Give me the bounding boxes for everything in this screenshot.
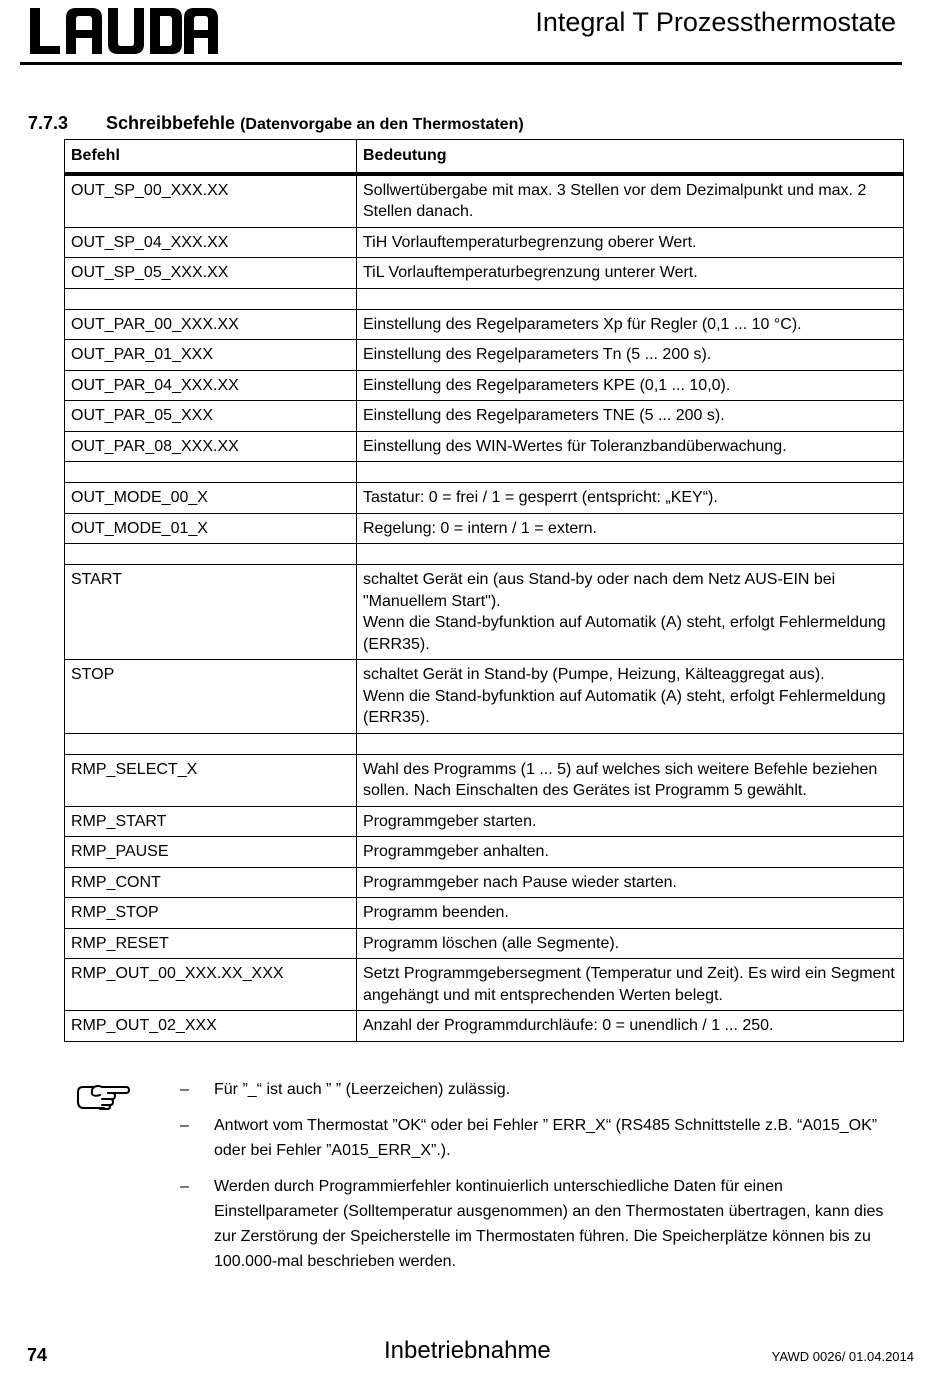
column-header-command: Befehl xyxy=(65,140,357,174)
command-cell xyxy=(65,288,357,309)
section-heading xyxy=(28,111,524,137)
meaning-cell xyxy=(357,733,904,754)
command-cell: RMP_SELECT_X xyxy=(65,754,357,806)
header-rule xyxy=(20,62,902,65)
command-cell: OUT_SP_04_XXX.XX xyxy=(65,227,357,258)
meaning-cell xyxy=(357,544,904,565)
meaning-cell: Programm beenden. xyxy=(357,898,904,929)
table-row xyxy=(65,837,904,868)
table-row xyxy=(65,898,904,929)
command-cell: OUT_PAR_04_XXX.XX xyxy=(65,370,357,401)
command-cell xyxy=(65,733,357,754)
meaning-cell: Einstellung des Regelparameters Tn (5 ... 200 s). xyxy=(357,340,904,371)
table-row xyxy=(65,733,904,754)
note-dash: – xyxy=(180,1117,189,1134)
meaning-cell: Setzt Programmgebersegment (Temperatur und Zeit). Es wird ein Segment angehängt und mit entsprechenden Werten belegt. xyxy=(357,959,904,1011)
meaning-cell: Tastatur: 0 = frei / 1 = gesperrt (entspricht: „KEY“). xyxy=(357,483,904,514)
meaning-cell: Programmgeber starten. xyxy=(357,806,904,837)
meaning-cell: Einstellung des Regelparameters Xp für Regler (0,1 ... 10 °C). xyxy=(357,309,904,340)
section-subtitle: (Datenvorgabe an den Thermostaten) xyxy=(240,116,524,133)
command-cell xyxy=(65,544,357,565)
pointing-hand-icon xyxy=(74,1082,132,1112)
command-cell: OUT_MODE_00_X xyxy=(65,483,357,514)
meaning-cell: Wahl des Programms (1 ... 5) auf welches sich weitere Befehle beziehen sollen. Nach Einschalten des Gerätes ist Programm 5 gewählt. xyxy=(357,754,904,806)
table-row xyxy=(65,174,904,228)
meaning-cell: TiH Vorlauftemperaturbegrenzung oberer Wert. xyxy=(357,227,904,258)
command-cell: OUT_PAR_01_XXX xyxy=(65,340,357,371)
command-cell: RMP_STOP xyxy=(65,898,357,929)
table-row xyxy=(65,754,904,806)
table-row xyxy=(65,401,904,432)
note-text: Werden durch Programmierfehler kontinuierlich unterschiedliche Daten für einen Einstellparameter (Solltemperatur ausgenommen) an den Thermostaten übertragen, kann dies zur Zerstörung der Speicherstelle im Thermostaten führen. Die Speicherplätze können bis zu 100.000-mal beschrieben werden. xyxy=(214,1178,884,1270)
command-cell: STOP xyxy=(65,660,357,734)
table-row xyxy=(65,340,904,371)
table-row xyxy=(65,483,904,514)
table-row xyxy=(65,309,904,340)
meaning-cell: schaltet Gerät in Stand-by (Pumpe, Heizung, Kälteaggregat aus). Wenn die Stand-byfunktion auf Automatik (A) steht, erfolgt Fehlermeldung (ERR35). xyxy=(357,660,904,734)
command-table xyxy=(64,139,904,1042)
table-row xyxy=(65,1011,904,1042)
meaning-cell xyxy=(357,288,904,309)
command-cell: RMP_PAUSE xyxy=(65,837,357,868)
meaning-cell: Sollwertübergabe mit max. 3 Stellen vor dem Dezimalpunkt und max. 2 Stellen danach. xyxy=(357,174,904,228)
section-number: 7.7.3 xyxy=(28,113,69,133)
command-cell xyxy=(65,462,357,483)
document-title: Integral T Prozessthermostate xyxy=(535,7,896,37)
note-text: Antwort vom Thermostat ”OK“ oder bei Fehler ” ERR_X“ (RS485 Schnittstelle z.B. “A015_OK” oder bei Fehler ”A015_ERR_X”.). xyxy=(214,1117,878,1159)
meaning-cell: schaltet Gerät ein (aus Stand-by oder nach dem Netz AUS-EIN bei "Manuellem Start"). Wenn die Stand-byfunktion auf Automatik (A) steht, erfolgt Fehlermeldung (ERR35). xyxy=(357,565,904,660)
note-text: Für ”_“ ist auch ” ” (Leerzeichen) zulässig. xyxy=(214,1081,511,1098)
command-cell: RMP_START xyxy=(65,806,357,837)
command-cell: OUT_PAR_05_XXX xyxy=(65,401,357,432)
meaning-cell: Einstellung des Regelparameters KPE (0,1 ... 10,0). xyxy=(357,370,904,401)
command-cell: RMP_OUT_02_XXX xyxy=(65,1011,357,1042)
meaning-cell: Anzahl der Programmdurchläufe: 0 = unendlich / 1 ... 250. xyxy=(357,1011,904,1042)
table-row xyxy=(65,565,904,660)
table-row xyxy=(65,928,904,959)
command-cell: START xyxy=(65,565,357,660)
table-row xyxy=(65,462,904,483)
table-row xyxy=(65,867,904,898)
command-cell: RMP_RESET xyxy=(65,928,357,959)
meaning-cell: Programm löschen (alle Segmente). xyxy=(357,928,904,959)
footer-doc-id: YAWD 0026/ 01.04.2014 xyxy=(771,1349,914,1364)
meaning-cell xyxy=(357,462,904,483)
table-row xyxy=(65,370,904,401)
note-item xyxy=(180,1113,900,1163)
table-row xyxy=(65,431,904,462)
command-cell: RMP_OUT_00_XXX.XX_XXX xyxy=(65,959,357,1011)
table-row xyxy=(65,288,904,309)
lauda-logo xyxy=(30,6,218,56)
table-row xyxy=(65,959,904,1011)
footer-chapter: Inbetriebnahme xyxy=(384,1337,551,1364)
command-cell: OUT_SP_05_XXX.XX xyxy=(65,258,357,289)
notes-list xyxy=(180,1077,900,1285)
page-number: 74 xyxy=(27,1345,48,1365)
note-item xyxy=(180,1077,900,1102)
section-title: Schreibbefehle xyxy=(106,113,236,133)
table-row xyxy=(65,660,904,734)
meaning-cell: Einstellung des Regelparameters TNE (5 ... 200 s). xyxy=(357,401,904,432)
table-header-row xyxy=(65,140,904,174)
command-table-body xyxy=(65,174,904,1042)
meaning-cell: Programmgeber anhalten. xyxy=(357,837,904,868)
table-row xyxy=(65,227,904,258)
note-dash: – xyxy=(180,1178,189,1195)
meaning-cell: Regelung: 0 = intern / 1 = extern. xyxy=(357,513,904,544)
note-dash: – xyxy=(180,1081,189,1098)
column-header-meaning: Bedeutung xyxy=(357,140,904,174)
command-cell: OUT_SP_00_XXX.XX xyxy=(65,174,357,228)
meaning-cell: Programmgeber nach Pause wieder starten. xyxy=(357,867,904,898)
meaning-cell: TiL Vorlauftemperaturbegrenzung unterer Wert. xyxy=(357,258,904,289)
command-cell: OUT_PAR_08_XXX.XX xyxy=(65,431,357,462)
table-row xyxy=(65,513,904,544)
note-item xyxy=(180,1174,900,1274)
command-cell: OUT_PAR_00_XXX.XX xyxy=(65,309,357,340)
table-row xyxy=(65,258,904,289)
table-row xyxy=(65,806,904,837)
command-cell: RMP_CONT xyxy=(65,867,357,898)
table-row xyxy=(65,544,904,565)
command-cell: OUT_MODE_01_X xyxy=(65,513,357,544)
meaning-cell: Einstellung des WIN-Wertes für Toleranzbandüberwachung. xyxy=(357,431,904,462)
